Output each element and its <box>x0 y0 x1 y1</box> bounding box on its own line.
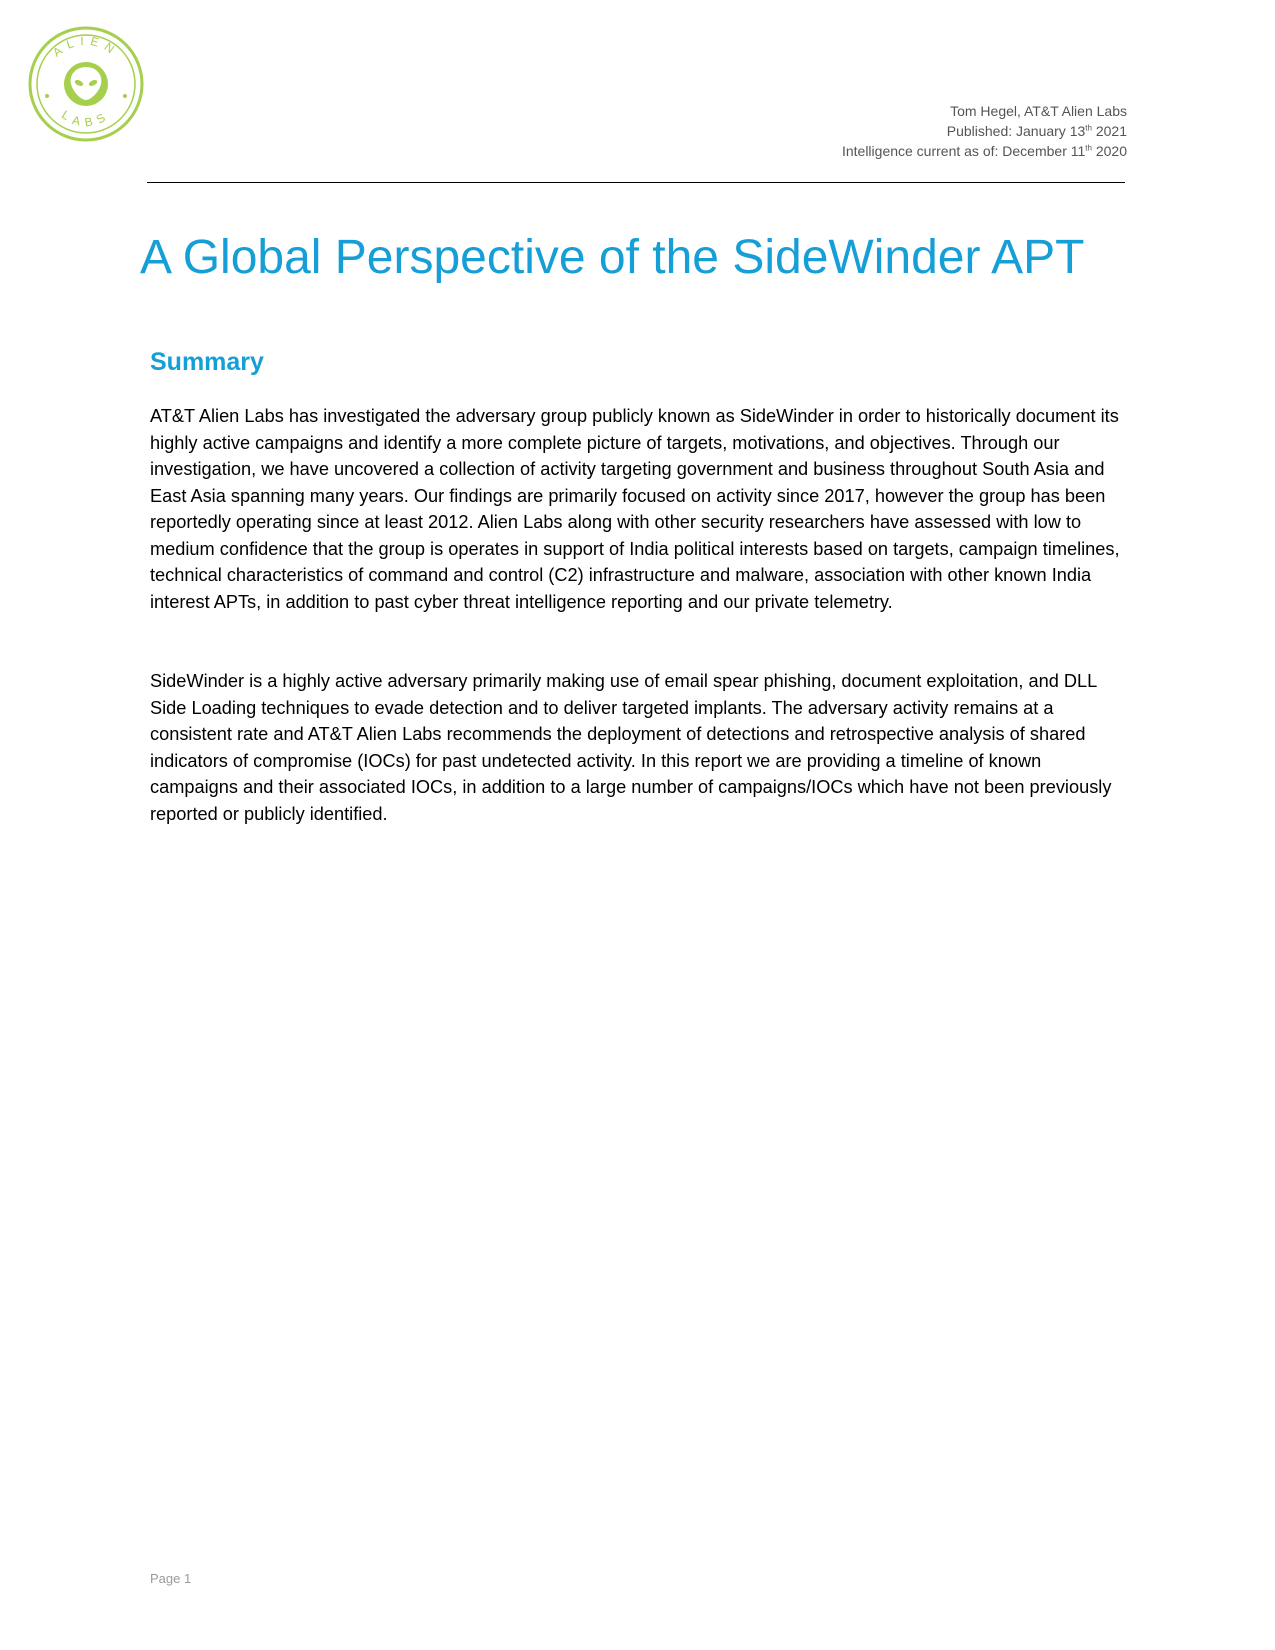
summary-paragraph-2: SideWinder is a highly active adversary primarily making use of email spear phishing, document exploitation, and DLL Side Loading techniques to evade detection and to deliver targeted implants. The adversary activity remains at a consistent rate and AT&T Alien Labs recommends the deployment of detections and retrospective analysis of shared indicators of compromise (IOCs) for past undetected activity. In this report we are providing a timeline of known campaigns and their associated IOCs, in addition to a large number of campaigns/IOCs which have not been previously reported or publicly identified. <box>150 671 1112 824</box>
alien-labs-logo-icon <box>27 25 145 143</box>
published-date-year: 2021 <box>1091 123 1127 139</box>
document-meta <box>842 101 1127 161</box>
header-divider <box>147 182 1125 183</box>
alien-labs-logo <box>27 25 145 143</box>
logo-text-top: ALIEN <box>50 33 122 60</box>
intelligence-date-suffix: th <box>1085 143 1092 153</box>
published-date <box>842 121 1127 141</box>
summary-paragraph-1: AT&T Alien Labs has investigated the adversary group publicly known as SideWinder in order to historically document its highly active campaigns and identify a more complete picture of targets, motivations, and objectives. Through our investigation, we have uncovered a collection of activity targeting government and business throughout South Asia and East Asia spanning many years. Our findings are primarily focused on activity since 2017, however the group has been reportedly operating since at least 2012. Alien Labs along with other security researchers have assessed with low to medium confidence that the group is operates in support of India political interests based on targets, campaign timelines, technical characteristics of command and control (C2) infrastructure and malware, association with other known India interest APTs, in addition to past cyber threat intelligence reporting and our private telemetry. <box>150 406 1120 612</box>
svg-text:LABS <box>59 107 113 129</box>
logo-text-bottom: LABS <box>59 107 113 130</box>
author-line: Tom Hegel, AT&T Alien Labs <box>950 103 1127 119</box>
published-date-text: Published: January 13 <box>946 123 1086 139</box>
intelligence-date-text: Intelligence current as of: December 11 <box>841 143 1086 159</box>
intelligence-date <box>842 141 1127 161</box>
published-date-suffix: th <box>1085 123 1092 133</box>
summary-heading: Summary <box>150 348 264 376</box>
svg-text:ALIEN <box>50 34 122 60</box>
document-title: A Global Perspective of the SideWinder APT <box>140 231 1085 284</box>
intelligence-date-year: 2020 <box>1091 143 1127 159</box>
page-number: Page 1 <box>150 1571 192 1586</box>
